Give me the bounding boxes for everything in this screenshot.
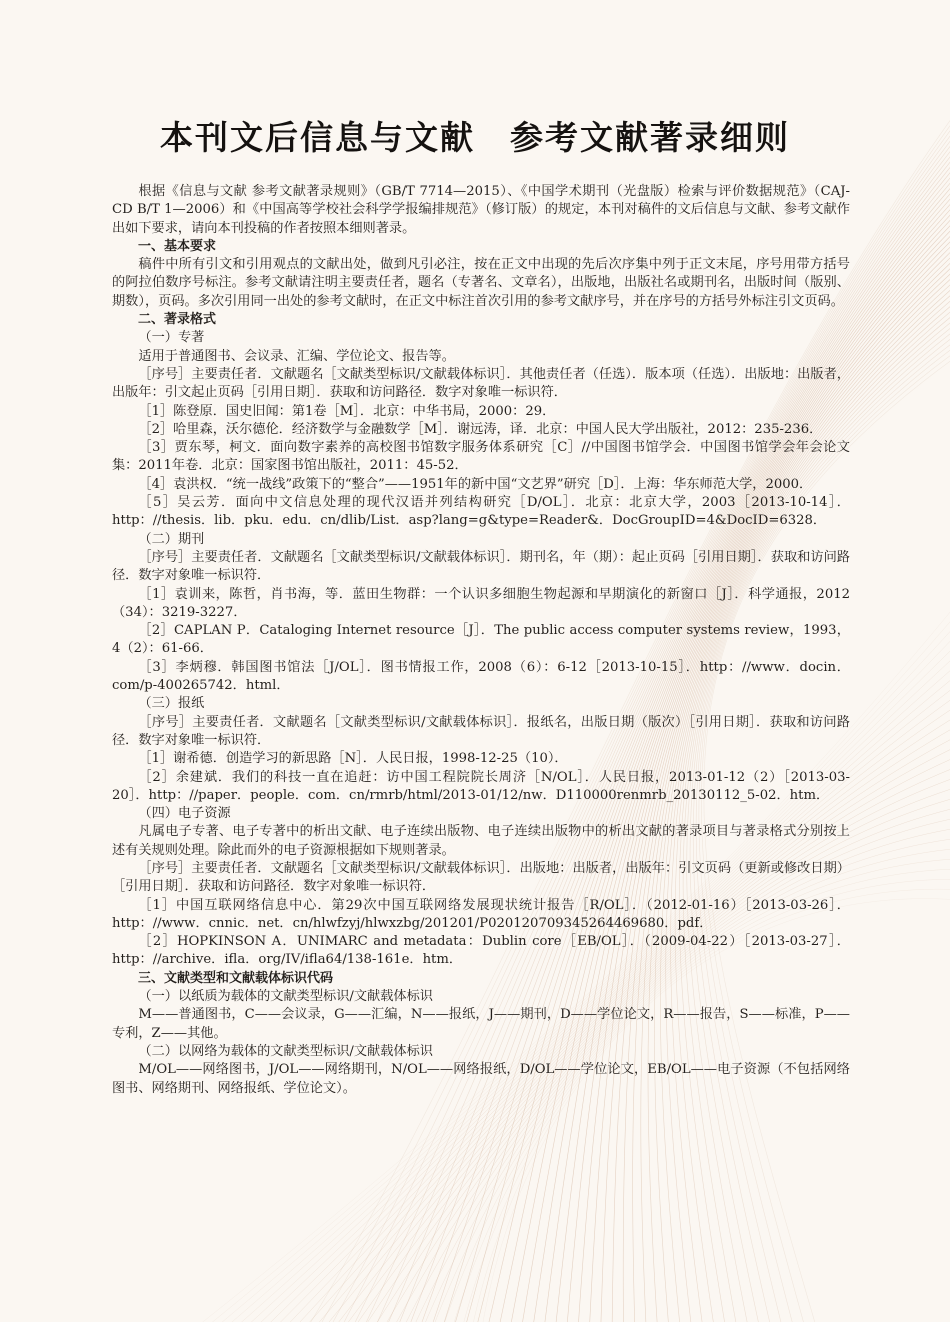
- online-codes-list: M/OL——网络图书，J/OL——网络期刊，N/OL——网络报纸，D/OL——学位论文，EB/OL——电子资源（不包括网络图书、网络期刊、网络报纸、学位论文）。: [112, 1062, 850, 1096]
- subheading-newspapers: （三）报纸: [138, 696, 205, 712]
- section-heading-basic-requirements: 一、基本要求: [138, 238, 217, 254]
- electronic-scope: 凡属电子专著、电子专著中的析出文献、电子连续出版物、电子连续出版物中的析出文献的著录项目与著录格式分别按上述有关规则处理。除此而外的电子资源根据如下规则著录。: [112, 824, 850, 858]
- newspapers-example: ［1］谢希德．创造学习的新思路［N］．人民日报，1998-12-25（10）．: [138, 751, 568, 767]
- electronic-example: ［1］中国互联网络信息中心．第29次中国互联网络发展现状统计报告［R/OL］．（2012-01-16）［2013-03-26］．http：//www．cnnic．net．cn/hlwfzyj/hlwxzbg/201201/P020120709345264469680．pdf．: [112, 897, 850, 931]
- subheading-electronic: （四）电子资源: [138, 806, 231, 822]
- subheading-books: （一）专著: [138, 330, 205, 346]
- books-scope: 适用于普通图书、会议录、汇编、学位论文、报告等。: [138, 348, 455, 364]
- subheading-journals: （二）期刊: [138, 531, 205, 547]
- newspapers-format: ［序号］主要责任者．文献题名［文献类型标识/文献载体标识］．报纸名，出版日期（版次）［引用日期］．获取和访问路径．数字对象唯一标识符．: [112, 714, 850, 748]
- section-heading-type-codes: 三、文献类型和文献载体标识代码: [138, 970, 334, 986]
- subheading-online-codes: （二）以网络为载体的文献类型标识/文献载体标识: [138, 1043, 433, 1059]
- books-format: ［序号］主要责任者．文献题名［文献类型标识/文献载体标识］．其他责任者（任选）．版本项（任选）．出版地：出版者，出版年：引文起止页码［引用日期］．获取和访问路径．数字对象唯一标识符．: [112, 366, 850, 401]
- books-example: ［3］贾东琴，柯文．面向数字素养的高校图书馆数字服务体系研究［C］//中国图书馆学会．中国图书馆学会年会论文集：2011年卷．北京：国家图书馆出版社，2011：45-52．: [112, 440, 850, 474]
- page-title: 本刊文后信息与文献 参考文献著录细则: [160, 118, 790, 157]
- journals-format: ［序号］主要责任者．文献题名［文献类型标识/文献载体标识］．期刊名，年（期）：起止页码［引用日期］．获取和访问路径．数字对象唯一标识符．: [112, 549, 850, 584]
- basic-requirements-paragraph: 稿件中所有引文和引用观点的文献出处，做到凡引必注，按在正文中出现的先后次序集中列于正文末尾，序号用带方括号的阿拉伯数序号标注。参考文献请注明主要责任者，题名（专著名、文章名），出版地，出版社名或期刊名，出版时间（版别、期数），页码。多次引用同一出处的参考文献时，在正文中标注首次引用的参考文献序号，并在序号的方括号外标注引文页码。: [112, 257, 850, 309]
- intro-paragraph: 根据《信息与文献 参考文献著录规则》（GB/T 7714—2015）、《中国学术期刊（光盘版）检索与评价数据规范》（CAJ-CD B/T 1—2006）和《中国高等学校社会科学学报编排规范》（修订版）的规定，本刊对稿件的文后信息与文献、参考文献作出如下要求，请向本刊投稿的作者按照本细则著录。: [112, 184, 850, 236]
- books-example: ［5］吴云芳．面向中文信息处理的现代汉语并列结构研究［D/OL］．北京：北京大学，2003［2013-10-14］．http：//thesis．lib．pku．edu．cn/dlib/List．asp?lang=g&type=Reader&．DocGroupID=4&DocID=6328．: [112, 495, 850, 529]
- electronic-format: ［序号］主要责任者．文献题名［文献类型标识/文献载体标识］．出版地：出版者，出版年：引文页码（更新或修改日期）［引用日期］．获取和访问路径．数字对象唯一标识符．: [112, 860, 850, 895]
- newspapers-example: ［2］余建斌．我们的科技一直在追赶：访中国工程院院长周济［N/OL］．人民日报，2013-01-12（2）［2013-03-20］．http：//paper．people．com．cn/rmrb/html/2013-01/12/nw．D110000renmrb_20130112_5-02．htm．: [112, 769, 850, 803]
- subheading-paper-codes: （一）以纸质为载体的文献类型标识/文献载体标识: [138, 989, 433, 1005]
- document-body: [112, 183, 850, 1098]
- books-example: ［1］陈登原．国史旧闻：第1卷［M］．北京：中华书局，2000：29．: [138, 403, 556, 419]
- books-example: ［4］袁洪权．“统一战线”政策下的“整合”——1951年的新中国“文艺界”研究［D］．上海：华东师范大学，2000．: [138, 476, 813, 492]
- section-heading-citation-format: 二、著录格式: [138, 312, 217, 328]
- electronic-example: ［2］HOPKINSON A．UNIMARC and metadata：Dublin core［EB/OL］．（2009-04-22）［2013-03-27］．http：//archive．ifla．org/IV/ifla64/138-161e．htm．: [112, 934, 850, 968]
- journals-example: ［3］李炳穆．韩国图书馆法［J/OL］．图书情报工作，2008（6）：6-12［2013-10-15］．http：//www．docin．com/p-400265742．html．: [112, 659, 850, 694]
- paper-codes-list: M——普通图书，C——会议录，G——汇编，N——报纸，J——期刊，D——学位论文，R——报告，S——标准，P——专利，Z——其他。: [112, 1007, 850, 1041]
- journals-example: ［1］袁训来，陈哲，肖书海，等．蓝田生物群：一个认识多细胞生物起源和早期演化的新窗口［J］．科学通报，2012（34）：3219-3227．: [112, 586, 850, 620]
- journals-example: ［2］CAPLAN P．Cataloging Internet resource［J］．The public access computer systems review，1993，4（2）：61-66．: [112, 623, 850, 657]
- books-example: ［2］哈里森，沃尔德伦．经济数学与金融数学［M］．谢远涛，译．北京：中国人民大学出版社，2012：235-236．: [138, 421, 823, 437]
